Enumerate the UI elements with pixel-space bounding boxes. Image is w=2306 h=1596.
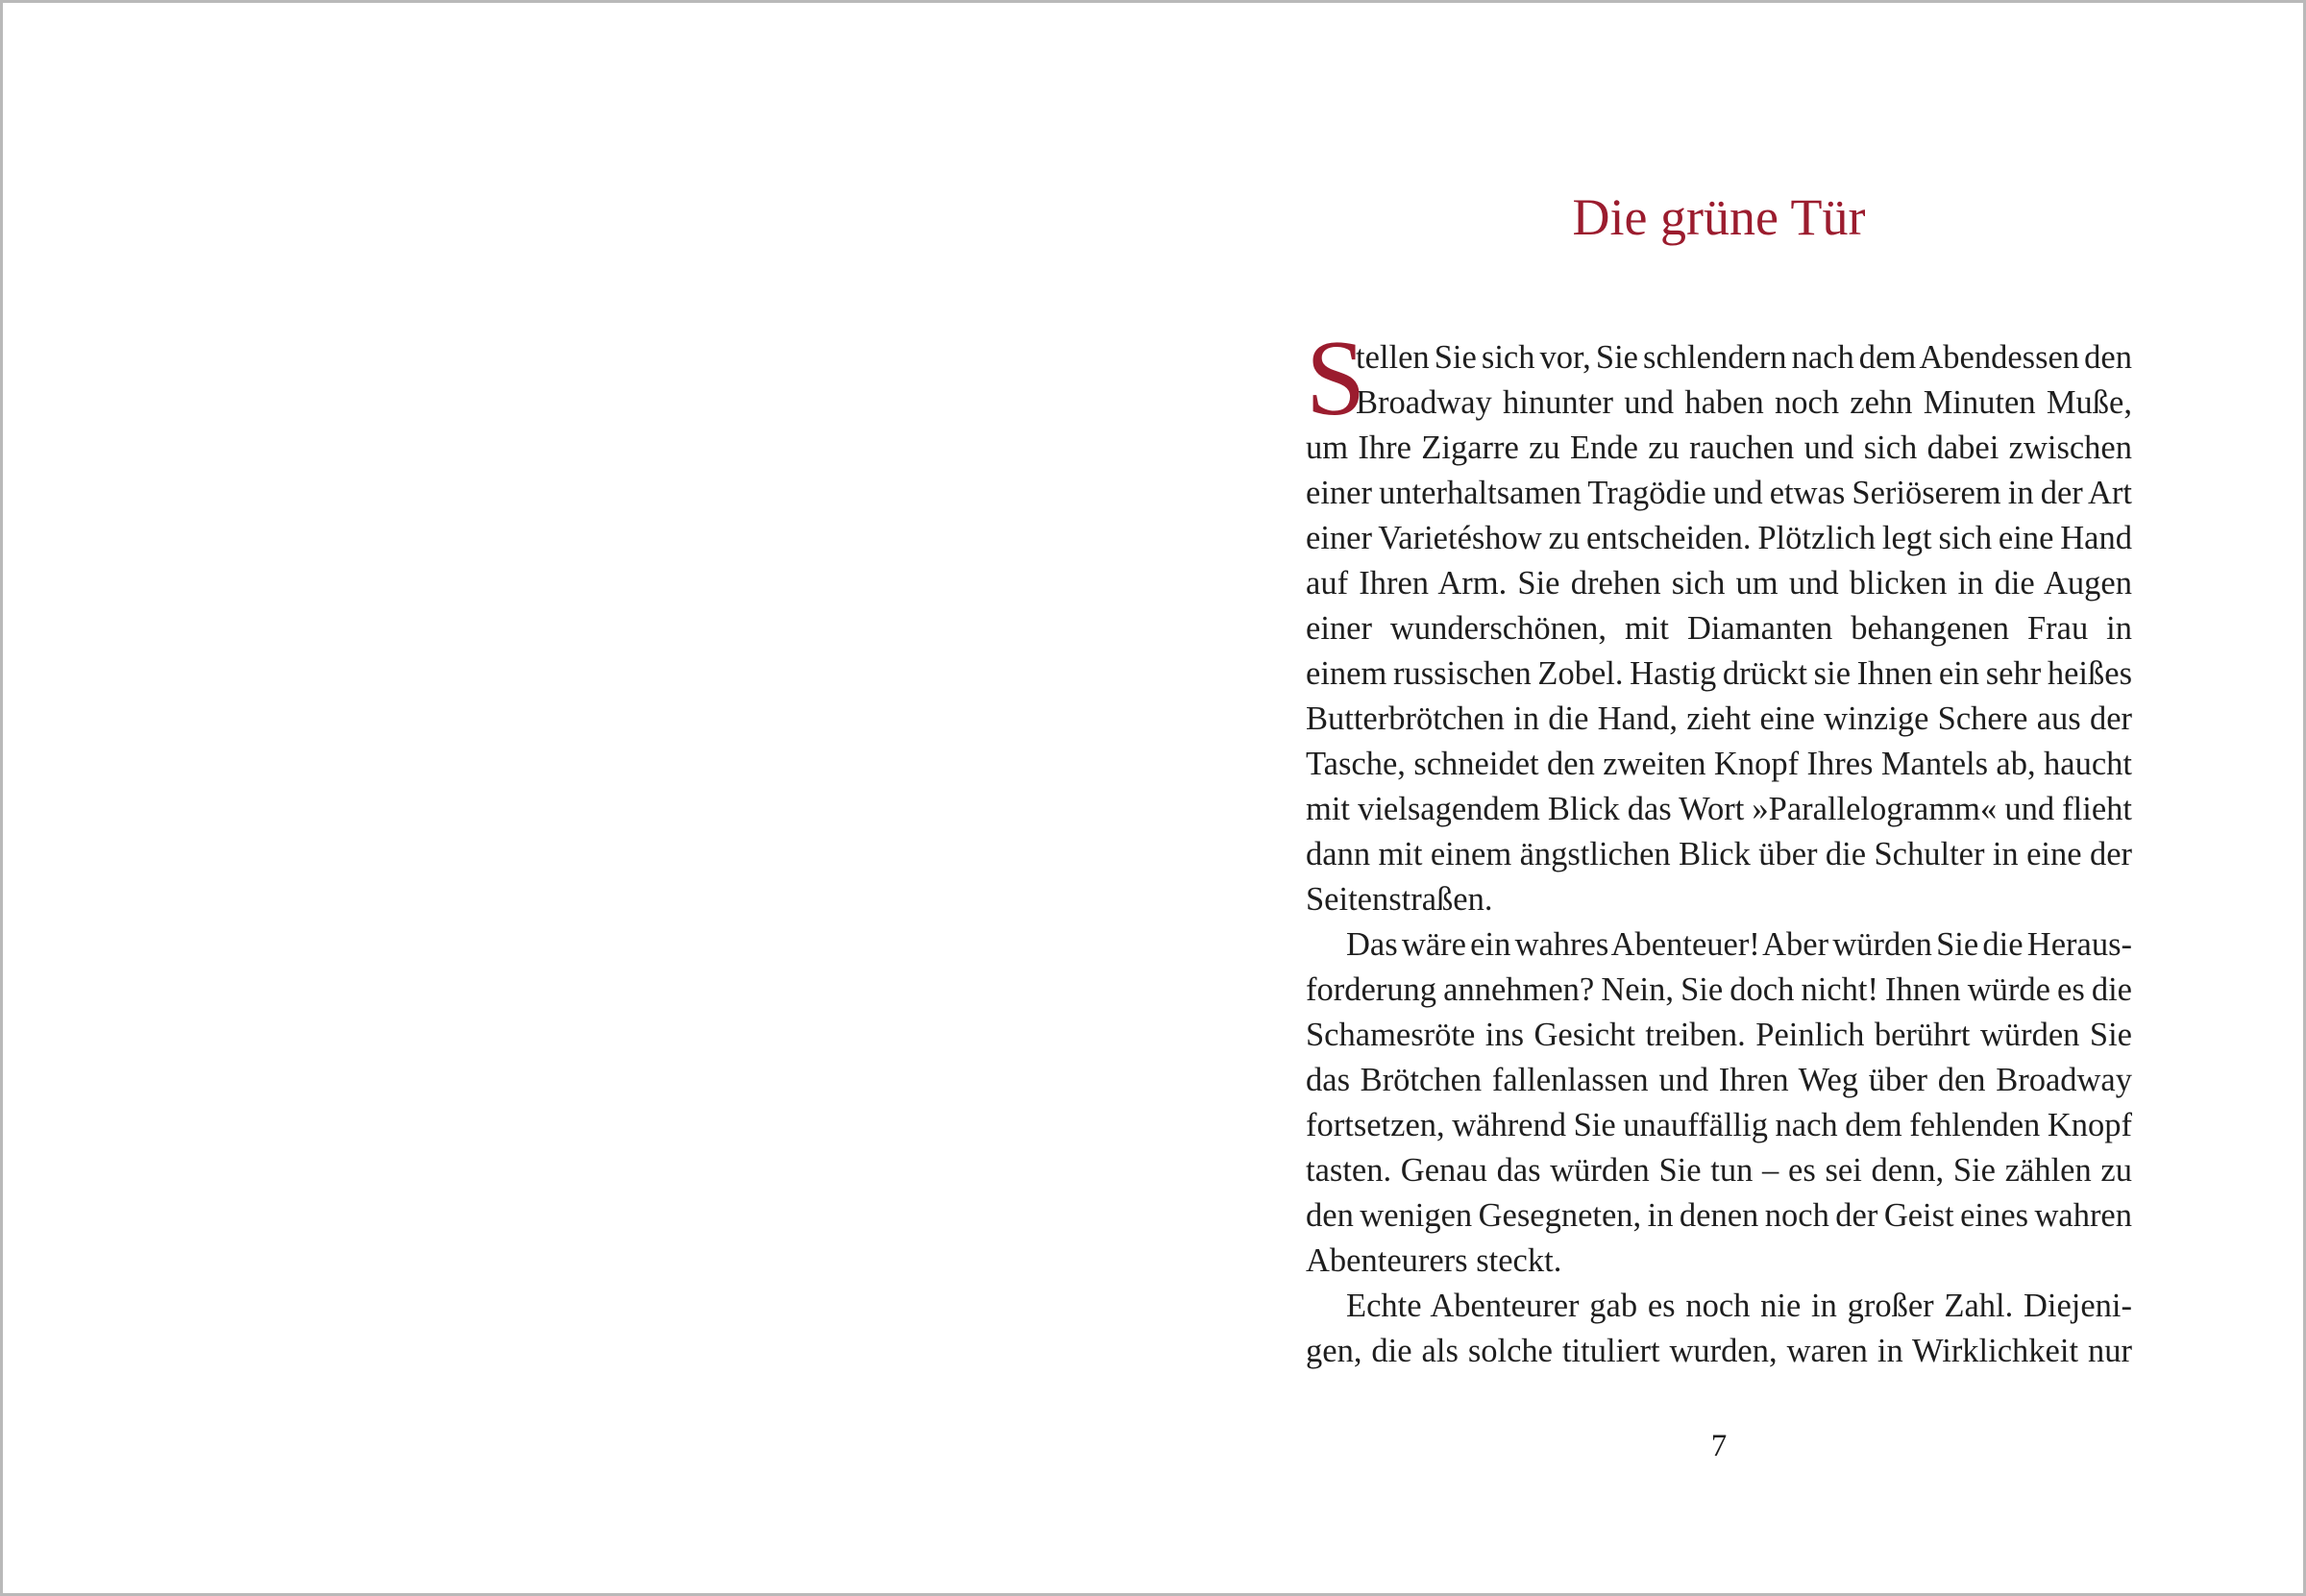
- text-line: einer wunderschönen, mit Diamanten behangenen Frau in: [1306, 610, 2132, 647]
- body-text: [1306, 319, 2133, 1374]
- text-line: Schamesröte ins Gesicht treiben. Peinlich berührt würden Sie: [1306, 1017, 2132, 1053]
- text-line: Butterbrötchen in die Hand, zieht eine winzige Schere aus der: [1306, 700, 2132, 737]
- text-line: Abenteurers steckt.: [1306, 1242, 1562, 1279]
- text-line: dann mit einem ängstlichen Blick über die Schulter in eine der: [1306, 836, 2132, 872]
- drop-cap: S: [1306, 319, 1366, 438]
- text-line: Echte Abenteurer gab es noch nie in großer Zahl. Diejeni-: [1346, 1288, 2132, 1324]
- text-line: tellen Sie sich vor, Sie schlendern nach dem Abendessen den: [1356, 339, 2132, 376]
- left-page-blank: [3, 3, 1156, 1593]
- text-line: Das wäre ein wahres Abenteuer! Aber würden Sie die Heraus-: [1346, 926, 2132, 963]
- text-line: einem russischen Zobel. Hastig drückt sie Ihnen ein sehr heißes: [1306, 655, 2133, 692]
- text-line: einer unterhaltsamen Tragödie und etwas Seriöserem in der Art: [1306, 475, 2132, 511]
- text-line: Seitenstraßen.: [1306, 881, 1493, 918]
- text-line: auf Ihren Arm. Sie drehen sich um und blicken in die Augen: [1306, 565, 2132, 602]
- text-line: um Ihre Zigarre zu Ende zu rauchen und sich dabei zwischen: [1306, 430, 2132, 466]
- text-line: forderung annehmen? Nein, Sie doch nicht! Ihnen würde es die: [1306, 971, 2132, 1008]
- text-line: mit vielsagendem Blick das Wort »Parallelogramm« und flieht: [1306, 791, 2132, 827]
- text-line: fortsetzen, während Sie unauffällig nach dem fehlenden Knopf: [1306, 1107, 2132, 1143]
- text-line: den wenigen Gesegneten, in denen noch der Geist eines wahren: [1306, 1197, 2132, 1234]
- text-line: gen, die als solche tituliert wurden, waren in Wirklichkeit nur: [1306, 1333, 2132, 1369]
- chapter-title: Die grüne Tür: [1572, 188, 1866, 246]
- text-line: tasten. Genau das würden Sie tun – es sei denn, Sie zählen zu: [1306, 1152, 2132, 1189]
- page-number: 7: [1710, 1429, 1728, 1463]
- text-line: das Brötchen fallenlassen und Ihren Weg über den Broadway: [1306, 1062, 2132, 1098]
- text-line: Broadway hinunter und haben noch zehn Minuten Muße,: [1356, 384, 2132, 421]
- text-line: einer Varietéshow zu entscheiden. Plötzlich legt sich eine Hand: [1306, 520, 2132, 556]
- text-line: Tasche, schneidet den zweiten Knopf Ihres Mantels ab, haucht: [1306, 746, 2132, 782]
